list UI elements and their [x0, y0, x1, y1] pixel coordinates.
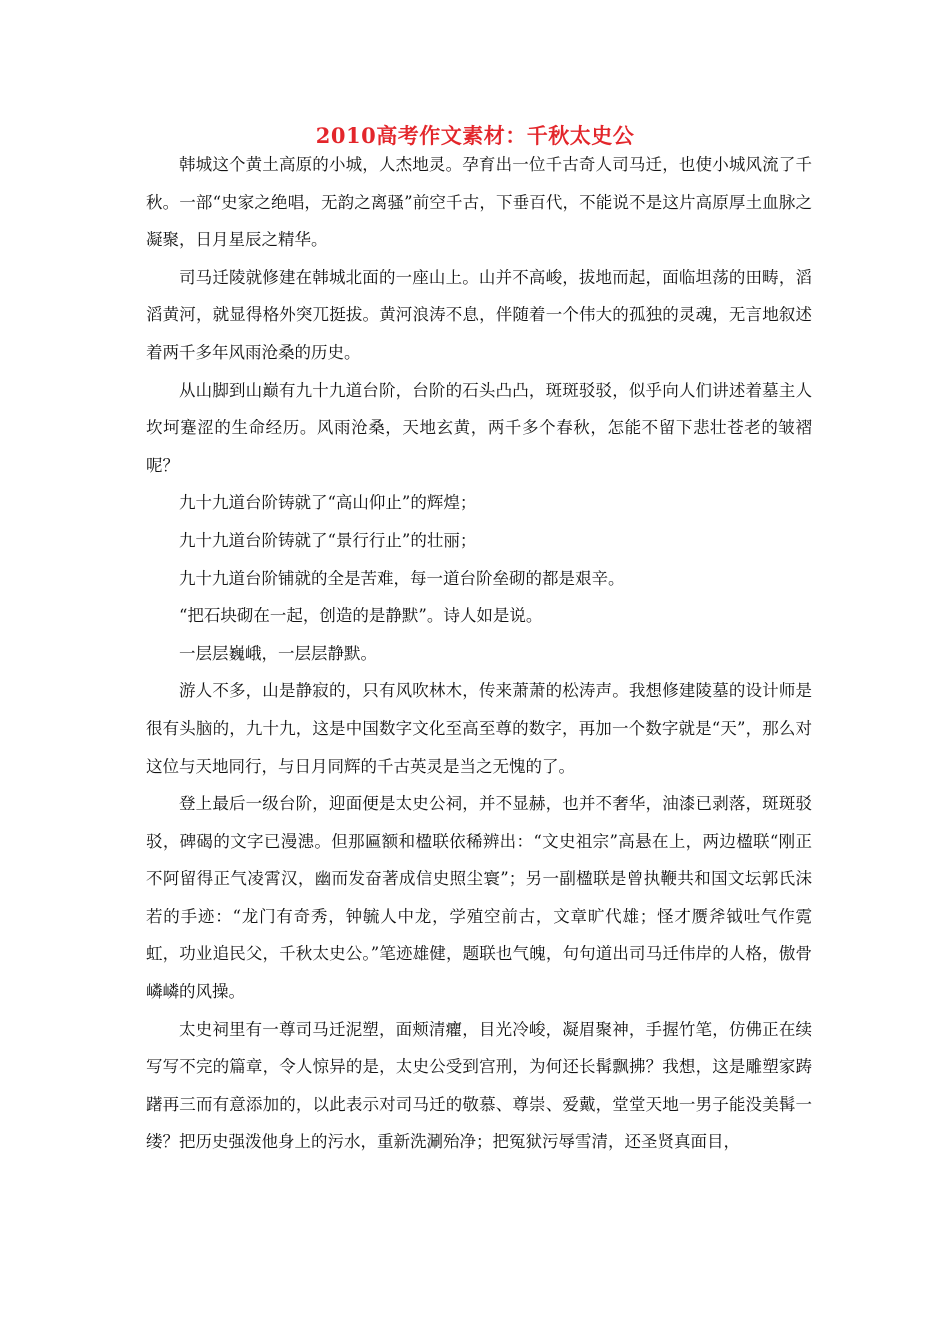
document-body [146, 146, 812, 1161]
paragraph: 一层层巍峨，一层层静默。 [179, 643, 377, 663]
paragraph: 登上最后一级台阶，迎面便是太史公祠，并不显赫，也并不奢华，油漆已剥落，斑斑驳驳，碑碣的文字已漫漶。但那匾额和楹联依稀辨出：“文史祖宗”高悬在上，两边楹联“刚正不阿留得正气凌霄汉，幽而发奋著成信史照尘寰”；另一副楹联是曾执鞭共和国文坛郭氏沫若的手迹：“龙门有奇秀，钟毓人中龙，学殖空前古，文章旷代雄；怪才赝斧钺吐气作霓虹，功业追民父，千秋太史公。”笔迹雄健，题联也气魄，句句道出司马迁伟岸的人格，傲骨嶙嶙的风操。 [146, 794, 812, 1002]
paragraph: 九十九道台阶铸就了“景行行止”的壮丽； [179, 530, 477, 550]
document-title: 2010高考作文素材：千秋太史公 [315, 123, 635, 148]
paragraph: 从山脚到山巅有九十九道台阶，台阶的石头凸凸，斑斑驳驳，似乎向人们讲述着墓主人坎坷蹇涩的生命经历。风雨沧桑，天地玄黄，两千多个春秋，怎能不留下悲壮苍老的皱褶呢？ [146, 380, 812, 475]
paragraph: 九十九道台阶铸就了“高山仰止”的辉煌； [179, 493, 477, 513]
paragraph: 韩城这个黄土高原的小城，人杰地灵。孕育出一位千古奇人司马迁，也使小城风流了千秋。一部“史家之绝唱，无韵之离骚”前空千古，下垂百代，不能说不是这片高原厚土血脉之凝聚，日月星辰之精华。 [146, 155, 812, 250]
paragraph: 司马迁陵就修建在韩城北面的一座山上。山并不高峻，拔地而起，面临坦荡的田畴，滔滔黄河，就显得格外突兀挺拔。黄河浪涛不息，伴随着一个伟大的孤独的灵魂，无言地叙述着两千多年风雨沧桑的历史。 [146, 267, 812, 362]
paragraph: 游人不多，山是静寂的，只有风吹林木，传来萧萧的松涛声。我想修建陵墓的设计师是很有头脑的，九十九，这是中国数字文化至高至尊的数字，再加一个数字就是“天”，那么对这位与天地同行，与日月同辉的千古英灵是当之无愧的了。 [146, 681, 812, 776]
paragraph: 九十九道台阶铺就的全是苦难，每一道台阶垒砌的都是艰辛。 [179, 568, 625, 588]
paragraph: “把石块砌在一起，创造的是静默”。诗人如是说。 [179, 606, 543, 626]
paragraph: 太史祠里有一尊司马迁泥塑，面颊清癯，目光冷峻，凝眉聚神，手握竹笔，仿佛正在续写写不完的篇章，令人惊异的是，太史公受到宫刑，为何还长髯飘拂？我想，这是雕塑家踌躇再三而有意添加的，以此表示对司马迁的敬慕、尊崇、爱戴，堂堂天地一男子能没美髯一缕？把历史强泼他身上的污水，重新洗涮殆净；把冤狱污辱雪清，还圣贤真面目， [146, 1019, 812, 1152]
